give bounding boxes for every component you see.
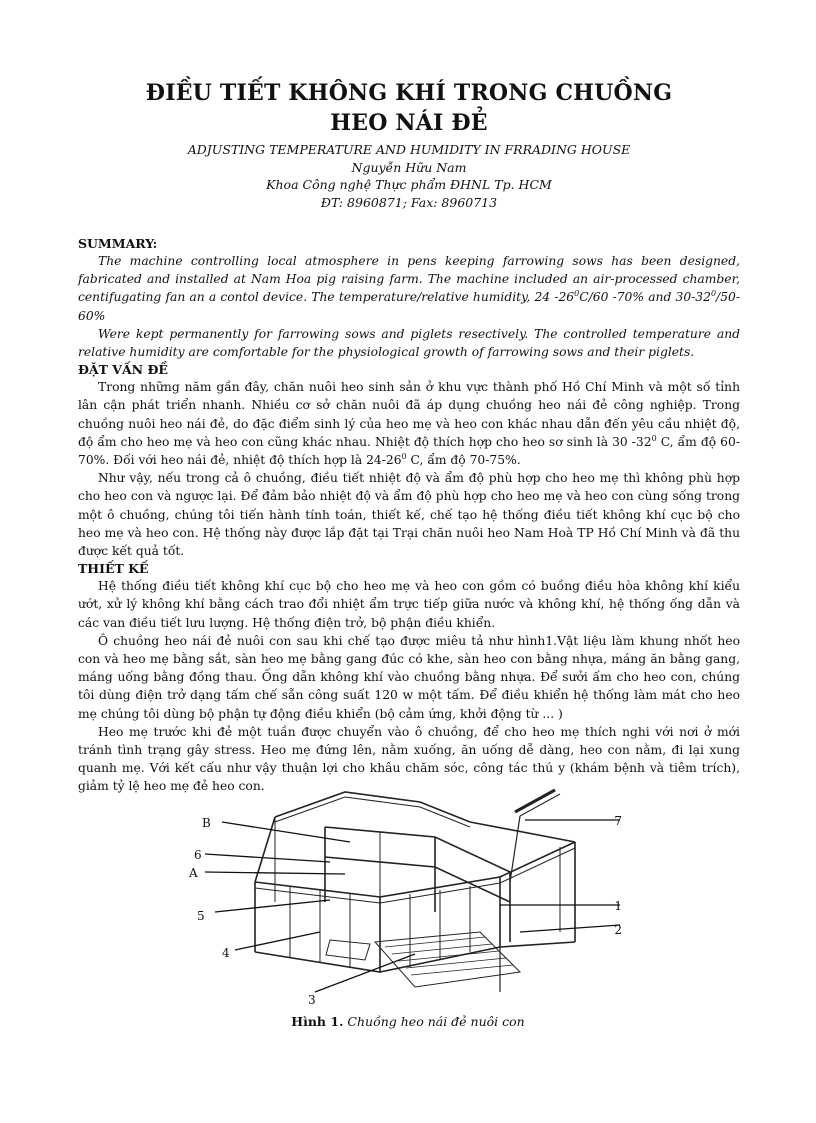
callout-labels [188, 814, 622, 1007]
english-title: ADJUSTING TEMPERATURE AND HUMIDITY IN FRRADING HOUSE [187, 142, 631, 157]
summary-heading: SUMMARY: [78, 236, 158, 251]
caption-text: Chuồng heo nái đẻ nuôi con [347, 1014, 525, 1029]
label-a: A [189, 866, 198, 880]
summary-paragraph-1: The machine controlling local atmosphere in pens keeping farrowing sows has been designed, fabricated and installed at Nam Hoa pig raising farm. The machine included an air-processed chamber, centifugating fan an a contol device. The temperature/relative humidity, 24 $-26^0C/60$ -70% and $30-32^0/50-60\%$ [78, 254, 740, 323]
affiliation: Khoa Công nghệ Thực phẩm ĐHNL Tp. HCM [266, 177, 552, 192]
author: Nguyễn Hữu Nam [351, 159, 467, 175]
design-paragraph-3: Heo mẹ trước khi đẻ một tuần được chuyển vào ô chuồng, để cho heo mẹ thích nghi với nơi ở mới tránh tình trạng gây stress. Heo mẹ đứng lên, nằm xuống, ăn uống dễ dàng, heo con nằm, đi lại xung quanh mẹ. Với kết cấu như vậy thuận lợi cho khâu chăm sóc, công tác thú y (khám bệnh và tiêm trích), giảm tỷ lệ heo mẹ đẻ heo con. [78, 724, 740, 794]
paper-body [78, 78, 740, 796]
intro-heading: ĐẶT VẤN ĐỀ [78, 362, 168, 378]
title-line-1: ĐIỀU TIẾT KHÔNG KHÍ TRONG CHUỒNG [145, 80, 673, 106]
figure-caption [0, 1014, 816, 1029]
design-paragraph-2: Ô chuồng heo nái đẻ nuôi con sau khi chế tạo được miêu tả như hình1.Vật liệu làm khung nhốt heo con và heo mẹ bằng sắt, sàn heo mẹ bằng gang đúc có khe, sàn heo con bằng nhựa, máng ăn bằng gang, máng uống bằng đồng thau. Ống dẫn không khí vào chuồng bằng nhựa. Để sưởi ấm cho heo con, chúng tôi dùng điện trở dạng tấm chế sẵn công suất 120 w một tấm. Để điều khiển hệ thống làm mát cho heo mẹ chúng tôi dùng bộ phận tự động điều khiển (bộ cảm ứng, khởi động từ ... ) [78, 633, 740, 721]
intro-paragraph-2: Như vậy, nếu trong cả ô chuồng, điều tiết nhiệt độ và ẩm độ phù hợp cho heo mẹ thì không phù hợp cho heo con và ngược lại. Để đảm bảo nhiệt độ và ẩm độ phù hợp cho heo mẹ và heo con cùng sống trong một ô chuồng, chúng tôi tiến hành tính toán, thiết kế, chế tạo hệ thống điều tiết không khí cục bộ cho heo mẹ và heo con. Hệ thống này được lắp đặt tại Trại chăn nuôi heo Nam Hoà TP Hồ Chí Minh và đã thu được kết quả tốt. [78, 471, 740, 559]
label-b: B [202, 816, 211, 830]
label-1: 1 [614, 899, 622, 913]
design-paragraph-1: Hệ thống điều tiết không khí cục bộ cho heo mẹ và heo con gồm có buồng điều hòa không khí kiểu ướt, xử lý không khí bằng cách trao đổi nhiệt ẩm trực tiếp giữa nước và không khí, hệ thống ống dẫn và các van điều tiết lưu lượng. Hệ thống điện trở, bộ phận điều khiển. [78, 579, 740, 630]
title-line-2: HEO NÁI ĐẺ [330, 110, 488, 136]
label-4: 4 [222, 946, 230, 960]
label-5: 5 [197, 909, 205, 923]
farrowing-pen-figure [180, 782, 620, 1052]
intro-paragraph-1: Trong những năm gần đây, chăn nuôi heo sinh sản ở khu vực thành phố Hồ Chí Minh và một số tỉnh lân cận phát triển nhanh. Nhiều cơ sở chăn nuôi đã áp dụng chuồng heo nái đẻ công nghiệp. Trong chuồng nuôi heo nái đẻ, do đặc điểm sinh lý của heo mẹ và heo con khác nhau dẫn đến yêu cầu nhiệt độ, độ ẩm cho heo mẹ và heo con cũng khác nhau. Nhiệt độ thích hợp cho heo sơ sinh là 30 $-32^0$ C, ẩm độ 60-70%. Đối với heo nái đẻ, nhiệt độ thích hợp là $24-26^0$ C, ẩm độ 70-75%. [78, 380, 740, 468]
caption-label: Hình 1. [291, 1014, 344, 1029]
callout-lines [205, 820, 620, 992]
label-7: 7 [614, 814, 622, 828]
design-heading: THIẾT KẾ [78, 561, 149, 577]
label-6: 6 [194, 848, 202, 862]
contact: ĐT: 8960871; Fax: 8960713 [320, 194, 498, 210]
label-2: 2 [614, 923, 622, 937]
summary-paragraph-2: Were kept permanently for farrowing sows and piglets resectively. The controlled temperature and relative humidity are comfortable for the physiological growth of farrowing sows and their piglets. [78, 326, 740, 360]
label-3: 3 [308, 993, 316, 1007]
